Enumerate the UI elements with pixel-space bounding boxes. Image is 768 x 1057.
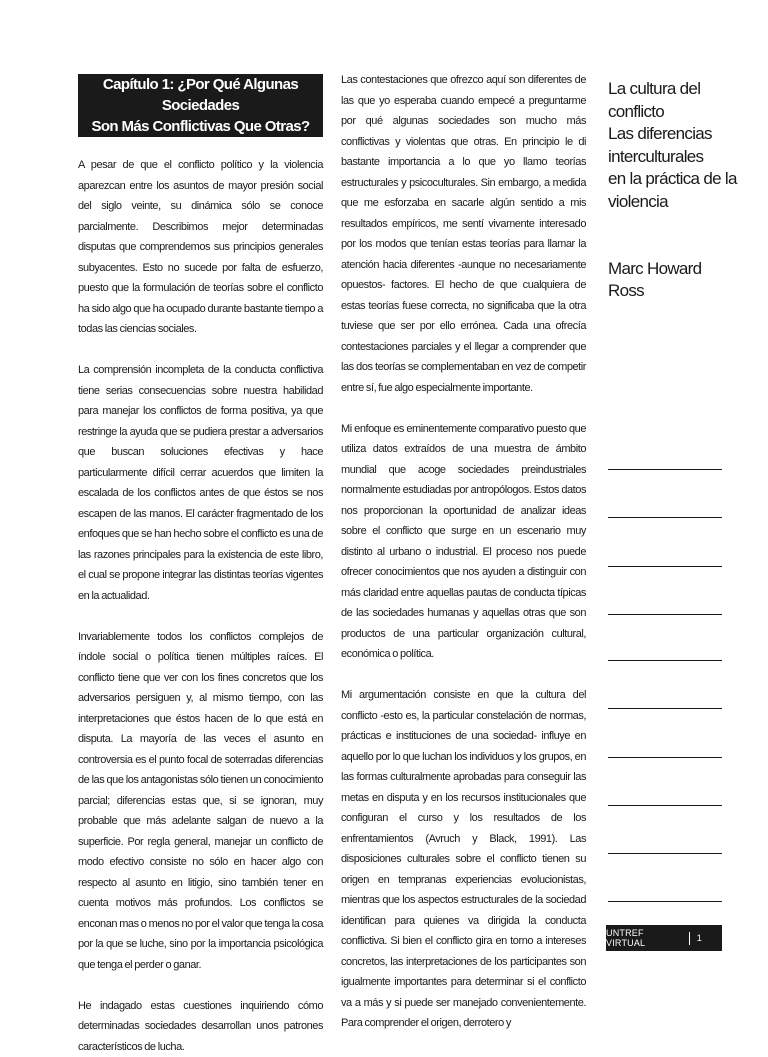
book-title-line: Las diferencias: [608, 123, 738, 146]
book-title-line: en la práctica de la: [608, 168, 738, 191]
book-title-line: interculturales: [608, 146, 738, 169]
middle-text-column: [341, 70, 586, 1034]
chapter-title: [78, 74, 323, 137]
page-number: 1: [697, 933, 702, 943]
left-text-column: [78, 155, 323, 1057]
paragraph: He indagado estas cuestiones inquiriendo cómo determinadas sociedades desarrollan unos patrones característicos de lucha.: [78, 996, 323, 1057]
sidebar-rule-divider: [608, 566, 722, 567]
book-title: [608, 78, 738, 213]
footer-separator: [689, 932, 690, 945]
sidebar-rule-divider: [608, 901, 722, 902]
footer-label: UNTREF VIRTUAL: [606, 928, 683, 948]
sidebar-rule-divider: [608, 708, 722, 709]
chapter-title-line-2: Son Más Conflictivas Que Otras?: [91, 118, 309, 135]
sidebar-rule-divider: [608, 853, 722, 854]
page-footer: [606, 925, 722, 951]
sidebar-rule-divider: [608, 805, 722, 806]
paragraph: Las contestaciones que ofrezco aquí son diferentes de las que yo esperaba cuando empecé a preguntarme por qué algunas sociedades son mucho más conflictivas y violentas que otras. En principio le di bastante importancia a lo que yo llamo teorías estructurales y psicoculturales. Sin embargo, a medida que me esforzaba en sacarle algún sentido a mis resultados empíricos, me sentí vivamente interesado por los modos que tenían estas teorías para llamar la atención hacia diferentes -aunque no necesariamente opuestos- factores. El hecho de que cualquiera de estas teorías fuese correcta, no significaba que la otra tuviese que ser por ello errónea. Cada una ofrecía contestaciones parciales y el llegar a comprender que las dos teorías se complementaban en vez de competir entre sí, fue algo especialmente importante.: [341, 70, 586, 398]
sidebar-rule-divider: [608, 469, 722, 470]
book-title-line: La cultura del: [608, 78, 738, 101]
book-title-line: conflicto: [608, 101, 738, 124]
paragraph: Mi argumentación consiste en que la cultura del conflicto -esto es, la particular constelación de normas, prácticas e instituciones de una sociedad- influye en aquello por lo que luchan los individuos y los grupos, en las formas culturalmente aprobadas para conseguir las metas en disputa y en los recursos institucionales que configuran el curso y los resultados de los enfrentamientos (Avruch y Black, 1991). Las disposiciones culturales sobre el conflicto tienen su origen en tempranas experiencias evolucionistas, mientras que los aspectos estructurales de la sociedad identifican para quienes va dirigida la conducta conflictiva. Si bien el conflicto gira en torno a intereses concretos, las interpretaciones de los participantes son igualmente importantes para determinar si el conflicto va a más y si puede ser manejado convenientemente. Para comprender el origen, derrotero y: [341, 685, 586, 1034]
paragraph: Invariablemente todos los conflictos complejos de índole social o política tienen múltiples raíces. El conflicto tiene que ver con los fines concretos que los adversarios persiguen y, al mismo tiempo, con las interpretaciones que éstos hacen de lo que está en disputa. La mayoría de las veces el asunto en controversia es el punto focal de soterradas diferencias de las que los antagonistas sólo tienen un conocimiento parcial; diferencias estas que, si se ignoran, muy probable que más adelante salgan de nuevo a la superficie. Por regla general, manejar un conflicto de modo efectivo consiste no sólo en hacer algo con respecto al asunto en litigio, sino también tener en cuenta motivos más profundos. Los conflictos se enconan mas o menos no por el valor que tenga la cosa por la que se luche, sino por la importancia psicológica que tenga el perder o ganar.: [78, 627, 323, 976]
book-author: Marc Howard Ross: [608, 258, 738, 302]
book-title-line: violencia: [608, 191, 738, 214]
paragraph: Mi enfoque es eminentemente comparativo puesto que utiliza datos extraídos de una muestra de ámbito mundial que acoge sociedades preindustriales normalmente estudiadas por antropólogos. Estos datos nos proporcionan la oportunidad de analizar ideas sobre el conflicto que surge en un escenario muy distinto al urbano o industrial. El proceso nos puede ofrecer conocimientos que nos ayuden a distinguir con más claridad entre aquellas pautas de conducta típicas de las sociedades humanas y aquellas otras que son productos de una particular organización cultural, económica o política.: [341, 419, 586, 665]
sidebar-rule-divider: [608, 660, 722, 661]
chapter-title-line-1: Capítulo 1: ¿Por Qué Algunas Sociedades: [103, 76, 298, 114]
paragraph: A pesar de que el conflicto político y la violencia aparezcan entre los asuntos de mayor presión social del siglo veinte, su dinámica sólo se conoce parcialmente. Describimos mejor determinadas disputas que comprendemos sus principios generales subyacentes. Esto no sucede por falta de esfuerzo, puesto que la formulación de teorías sobre el conflicto ha sido algo que ha ocupado durante bastante tiempo a todas las ciencias sociales.: [78, 155, 323, 340]
paragraph: La comprensión incompleta de la conducta conflictiva tiene serias consecuencias sobre nuestra habilidad para manejar los conflictos de forma positiva, ya que restringe la ayuda que se pudiera prestar a adversarios que buscan soluciones efectivas y hace particularmente difícil cerrar acuerdos que limiten la escalada de los conflictos antes de que éstos se nos escapen de las manos. El carácter fragmentado de los enfoques que se han hecho sobre el conflicto es una de las razones principales para la existencia de este libro, el cual se propone integrar las distintas teorías vigentes en la actualidad.: [78, 360, 323, 606]
sidebar-rule-divider: [608, 614, 722, 615]
sidebar-rule-divider: [608, 757, 722, 758]
sidebar-rule-divider: [608, 517, 722, 518]
